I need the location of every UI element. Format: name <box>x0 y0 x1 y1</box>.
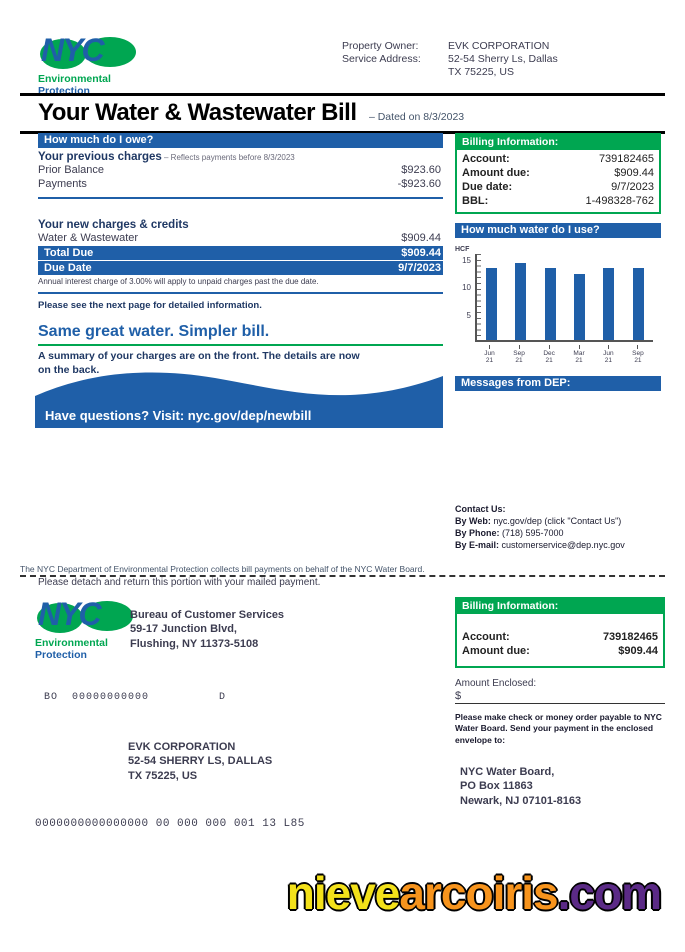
bbl-label: BBL: <box>462 195 489 207</box>
contact-email-value: customerservice@dep.nyc.gov <box>501 540 625 551</box>
water-wastewater-row <box>38 231 443 245</box>
water-wastewater-label: Water & Wastewater <box>38 232 139 244</box>
amount-enclosed-label: Amount Enclosed: <box>455 678 537 689</box>
payments-row <box>38 177 443 191</box>
logo-protection-label: Protection <box>38 85 90 97</box>
watermark <box>287 866 661 920</box>
total-due-label: Total Due <box>44 247 94 259</box>
water-usage-header: How much water do I use? <box>455 223 661 238</box>
bbl-value: 1-498328-762 <box>585 195 654 207</box>
usage-x-label: Sep 21 <box>513 345 525 365</box>
interest-note: Annual interest charge of 3.00% will apply to unpaid charges past the due date. <box>38 277 319 286</box>
contact-web-line: By Web: nyc.gov/dep (click "Contact Us") <box>455 516 622 527</box>
nyc-logo-icon <box>35 596 135 636</box>
info-column <box>455 133 661 391</box>
page-title: Your Water & Wastewater Bill <box>38 99 357 126</box>
usage-x-label: Jun 21 <box>484 345 494 365</box>
remit-amount-due-label: Amount due: <box>462 645 530 657</box>
logo-environmental-label: Environmental <box>38 73 111 85</box>
prior-balance-row <box>38 163 443 177</box>
total-due-row <box>38 246 443 260</box>
account-label: Account: <box>462 153 510 165</box>
nyc-dep-logo-bottom <box>35 596 145 661</box>
bureau-address: Bureau of Customer Services 59-17 Junction Blvd, Flushing, NY 11373-5108 <box>130 609 285 650</box>
detach-notice: The NYC Department of Environmental Protection collects bill payments on behalf of the NYC Water Board. <box>20 564 665 577</box>
usage-bar <box>633 268 644 340</box>
payable-note: Please make check or money order payable to NYC Water Board. Send your payment in the enclosed envelope to: <box>455 712 662 745</box>
summary-text: A summary of your charges are on the front. The details are now on the back. <box>38 350 360 376</box>
prior-balance-label: Prior Balance <box>38 164 105 176</box>
contact-title: Contact Us: <box>455 504 506 514</box>
previous-charges-title: Your previous charges – Reflects payments before 8/3/2023 <box>38 151 295 163</box>
logo-protection-label: Protection <box>35 649 87 661</box>
contact-web-value: nyc.gov/dep (click "Contact Us") <box>493 516 622 527</box>
title-band <box>20 93 665 134</box>
y-axis-ticks: 5 10 15 <box>462 255 471 320</box>
charges-column <box>38 133 443 377</box>
board-name: NYC Water Board, <box>460 766 555 778</box>
service-address-label: Service Address: <box>342 53 421 66</box>
usage-chart <box>455 246 661 366</box>
usage-bar <box>603 268 614 340</box>
detach-instruction: Please detach and return this portion with your mailed payment. <box>38 577 321 588</box>
nyc-logo-text: NYC <box>41 32 103 68</box>
usage-bars <box>477 254 653 340</box>
nyc-logo-text: NYC <box>38 596 100 632</box>
amount-due-value: $909.44 <box>614 167 654 179</box>
amount-due-label: Amount due: <box>462 167 530 179</box>
y-axis-label: HCF <box>455 246 470 253</box>
usage-x-label: Mar 21 <box>573 345 584 365</box>
watermark-part2: arcoiris <box>399 867 558 919</box>
usage-bar <box>545 268 556 340</box>
usage-x-label: Dec 21 <box>543 345 555 365</box>
property-owner-label: Property Owner: <box>342 40 419 52</box>
due-date-row <box>462 180 654 194</box>
messages-header: Messages from DEP: <box>455 376 661 391</box>
mail-addr2: TX 75225, US <box>128 769 198 782</box>
account-value: 739182465 <box>598 153 654 165</box>
due-date-label: Due Date <box>44 262 92 274</box>
bbl-row <box>462 194 654 208</box>
billing-information-header: Billing Information: <box>457 135 659 150</box>
usage-bar <box>515 263 526 340</box>
nyc-dep-logo <box>38 32 148 97</box>
ocr-scanline-top: BO 00000000000 D <box>44 692 227 703</box>
prior-balance-value: $923.60 <box>401 164 441 176</box>
account-row <box>462 152 654 166</box>
mail-addr1: 52-54 SHERRY LS, DALLAS <box>128 755 273 768</box>
previous-charges-note: – Reflects payments before 8/3/2023 <box>161 153 295 162</box>
property-owner-value: EVK CORPORATION <box>448 40 550 52</box>
bill-date: – Dated on 8/3/2023 <box>368 111 465 123</box>
water-board-address <box>460 765 581 808</box>
tagline: Same great water. Simpler bill. <box>38 323 443 346</box>
amount-due-row <box>462 166 654 180</box>
divider <box>38 197 443 199</box>
contact-phone-line: By Phone: (718) 595-7000 <box>455 528 564 539</box>
usage-bar <box>574 274 585 340</box>
board-addr1: PO Box 11863 <box>460 780 533 793</box>
due-date-value: 9/7/2023 <box>611 181 654 193</box>
remit-billing-box <box>455 597 665 668</box>
amount-enclosed-input-line[interactable]: $ <box>455 690 665 704</box>
see-next-page-note: Please see the next page for detailed information. <box>38 300 262 311</box>
watermark-part1: nieve <box>286 867 400 919</box>
due-date-row <box>38 261 443 275</box>
due-date-value: 9/7/2023 <box>398 262 441 274</box>
remit-amount-due-value: $909.44 <box>618 645 658 657</box>
watermark-part3: .com <box>557 867 661 919</box>
divider <box>38 292 443 294</box>
remit-amount-due-row <box>462 644 658 658</box>
questions-banner <box>35 366 443 428</box>
service-address-line1: 52-54 Sherry Ls, Dallas <box>448 53 558 66</box>
remit-account-row <box>462 630 658 644</box>
contact-phone-value: (718) 595-7000 <box>502 528 564 539</box>
usage-x-label: Sep 21 <box>632 345 644 365</box>
due-date-label: Due date: <box>462 181 513 193</box>
new-charges-title: Your new charges & credits <box>38 219 189 231</box>
board-addr2: Newark, NJ 07101-8163 <box>460 794 582 807</box>
payments-value: -$923.60 <box>397 178 441 190</box>
billing-information-box <box>455 133 661 214</box>
remit-account-value: 739182465 <box>602 631 658 643</box>
how-much-owe-header: How much do I owe? <box>38 133 443 148</box>
logo-environmental-label: Environmental <box>35 637 108 649</box>
contact-block <box>455 503 675 552</box>
total-due-value: $909.44 <box>401 247 441 259</box>
amount-enclosed-field[interactable] <box>455 678 665 704</box>
questions-banner-text: Have questions? Visit: nyc.gov/dep/newbill <box>45 408 312 423</box>
payments-label: Payments <box>38 178 87 190</box>
water-wastewater-value: $909.44 <box>401 232 441 244</box>
mailing-address <box>128 740 272 783</box>
usage-x-label: Jun 21 <box>603 345 613 365</box>
nyc-logo-icon <box>38 32 138 72</box>
usage-bar <box>486 268 497 340</box>
owner-block <box>342 40 638 79</box>
x-axis-labels <box>475 345 653 365</box>
remit-account-label: Account: <box>462 631 510 643</box>
ocr-scanline-bottom: 0000000000000000 00 000 000 001 13 L85 <box>35 818 305 830</box>
contact-email-line: By E-mail: customerservice@dep.nyc.gov <box>455 540 625 551</box>
remit-billing-header: Billing Information: <box>457 599 663 614</box>
usage-chart-plot <box>475 254 653 342</box>
mail-name: EVK CORPORATION <box>128 741 236 753</box>
service-address-line2: TX 75225, US <box>448 66 514 79</box>
payable-to-name: NYC Water Board <box>455 712 662 734</box>
